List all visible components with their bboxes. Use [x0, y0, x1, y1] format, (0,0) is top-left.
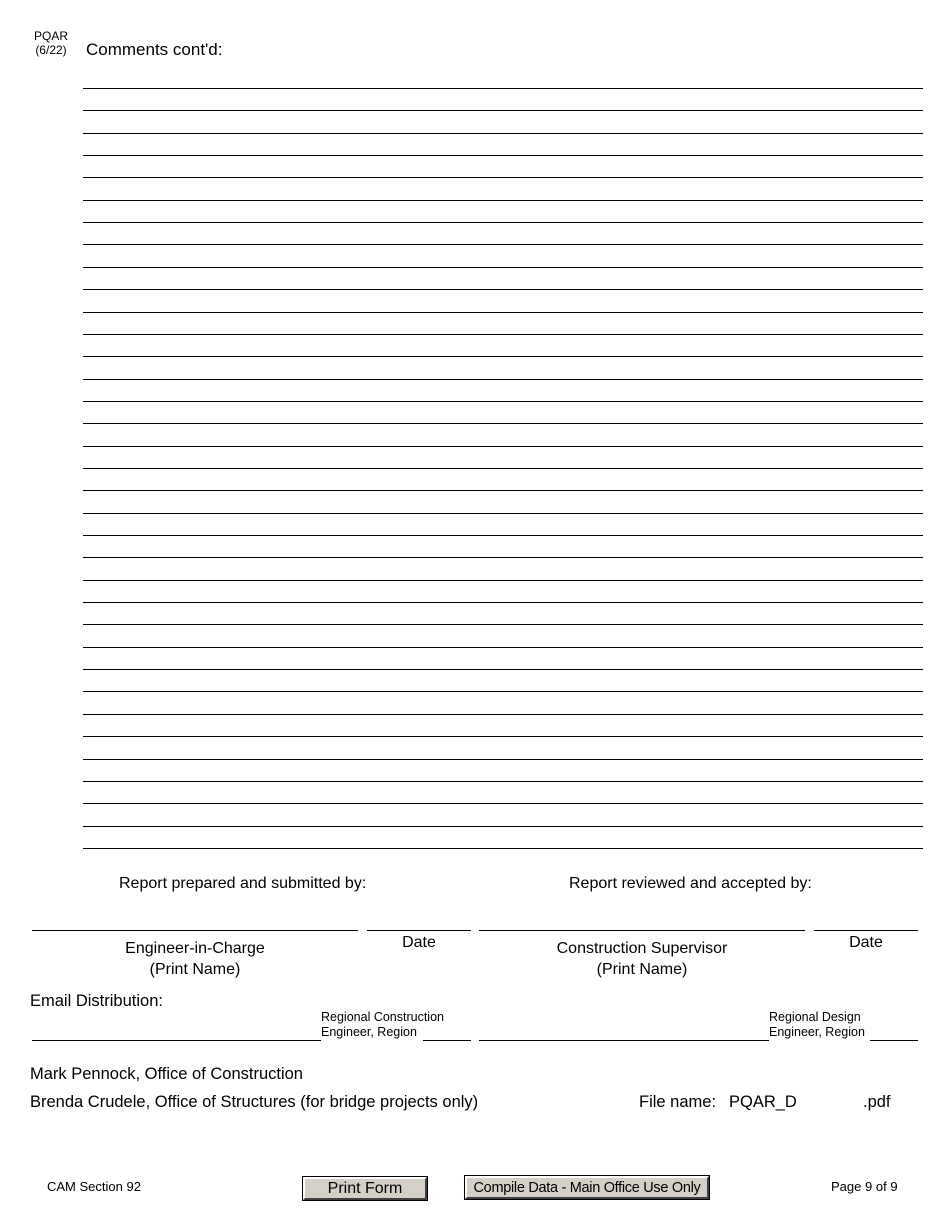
- comment-line[interactable]: [83, 557, 923, 558]
- comment-line[interactable]: [83, 401, 923, 402]
- design-engineer-name-line[interactable]: [479, 1040, 769, 1041]
- comment-line[interactable]: [83, 200, 923, 201]
- comment-line[interactable]: [83, 513, 923, 514]
- form-date: (6/22): [35, 43, 67, 57]
- comment-line[interactable]: [83, 535, 923, 536]
- comment-line[interactable]: [83, 244, 923, 245]
- comment-line[interactable]: [83, 691, 923, 692]
- reviewed-date-line[interactable]: [814, 930, 918, 931]
- page-total: 9: [890, 1179, 898, 1194]
- construction-region-line[interactable]: [423, 1040, 471, 1041]
- file-name-field[interactable]: [801, 1092, 861, 1112]
- engineer-caption-note: (Print Name): [149, 961, 241, 978]
- comment-line[interactable]: [83, 222, 923, 223]
- reviewed-date-label: Date: [849, 934, 883, 951]
- comment-line[interactable]: [83, 490, 923, 491]
- file-name-label: File name:: [639, 1093, 717, 1111]
- comment-line[interactable]: [83, 88, 923, 89]
- construction-engineer-label-1: Regional Construction: [321, 1010, 444, 1024]
- construction-engineer-label-2: Engineer, Region: [321, 1025, 417, 1039]
- comment-line[interactable]: [83, 423, 923, 424]
- comment-line[interactable]: [83, 379, 923, 380]
- page-current: 9: [865, 1179, 873, 1194]
- recipient-structures: Brenda Crudele, Office of Structures (for bridge projects only): [30, 1093, 479, 1111]
- comment-line[interactable]: [83, 110, 923, 111]
- design-region-line[interactable]: [870, 1040, 918, 1041]
- email-distribution-label: Email Distribution:: [30, 992, 163, 1010]
- design-engineer-label-2: Engineer, Region: [769, 1025, 865, 1039]
- compile-data-button[interactable]: Compile Data - Main Office Use Only: [465, 1176, 709, 1199]
- form-code: PQAR: [33, 29, 68, 43]
- comment-line[interactable]: [83, 736, 923, 737]
- comment-line[interactable]: [83, 312, 923, 313]
- comment-line[interactable]: [83, 289, 923, 290]
- engineer-name-line[interactable]: [32, 930, 358, 931]
- comment-line[interactable]: [83, 647, 923, 648]
- page-of: of: [875, 1179, 887, 1194]
- comment-line[interactable]: [83, 624, 923, 625]
- comment-line[interactable]: [83, 781, 923, 782]
- page-label: Page: [831, 1179, 862, 1194]
- comment-line[interactable]: [83, 803, 923, 804]
- supervisor-caption-title: Construction Supervisor: [556, 940, 728, 957]
- comment-line[interactable]: [83, 468, 923, 469]
- engineer-caption: [32, 938, 358, 980]
- comment-line[interactable]: [83, 602, 923, 603]
- comment-line[interactable]: [83, 177, 923, 178]
- prepared-heading: Report prepared and submitted by:: [119, 875, 367, 892]
- comment-line[interactable]: [83, 669, 923, 670]
- cam-section: CAM Section 92: [47, 1179, 141, 1194]
- comment-line[interactable]: [83, 848, 923, 849]
- page-title: Comments cont'd:: [86, 40, 223, 59]
- form-identifier: [30, 29, 72, 57]
- prepared-date-label: Date: [402, 934, 436, 951]
- reviewed-heading: Report reviewed and accepted by:: [569, 875, 812, 892]
- file-name-suffix: .pdf: [863, 1093, 891, 1111]
- comment-line[interactable]: [83, 133, 923, 134]
- supervisor-caption: [479, 938, 805, 980]
- comment-line[interactable]: [83, 446, 923, 447]
- comment-line[interactable]: [83, 714, 923, 715]
- prepared-date-line[interactable]: [367, 930, 471, 931]
- construction-engineer-name-line[interactable]: [32, 1040, 321, 1041]
- comment-line[interactable]: [83, 759, 923, 760]
- construction-engineer-label: [321, 1010, 444, 1040]
- comment-line[interactable]: [83, 356, 923, 357]
- comment-line[interactable]: [83, 334, 923, 335]
- supervisor-caption-note: (Print Name): [596, 961, 688, 978]
- comment-line[interactable]: [83, 580, 923, 581]
- recipient-construction: Mark Pennock, Office of Construction: [30, 1065, 303, 1083]
- print-form-button[interactable]: Print Form: [303, 1177, 427, 1200]
- comment-line[interactable]: [83, 267, 923, 268]
- file-name-prefix: PQAR_D: [729, 1093, 797, 1111]
- supervisor-name-line[interactable]: [479, 930, 805, 931]
- design-engineer-label: [769, 1010, 865, 1040]
- design-engineer-label-1: Regional Design: [769, 1010, 861, 1024]
- engineer-caption-title: Engineer-in-Charge: [125, 940, 265, 957]
- comment-line[interactable]: [83, 826, 923, 827]
- page-indicator: [831, 1179, 898, 1194]
- comment-line[interactable]: [83, 155, 923, 156]
